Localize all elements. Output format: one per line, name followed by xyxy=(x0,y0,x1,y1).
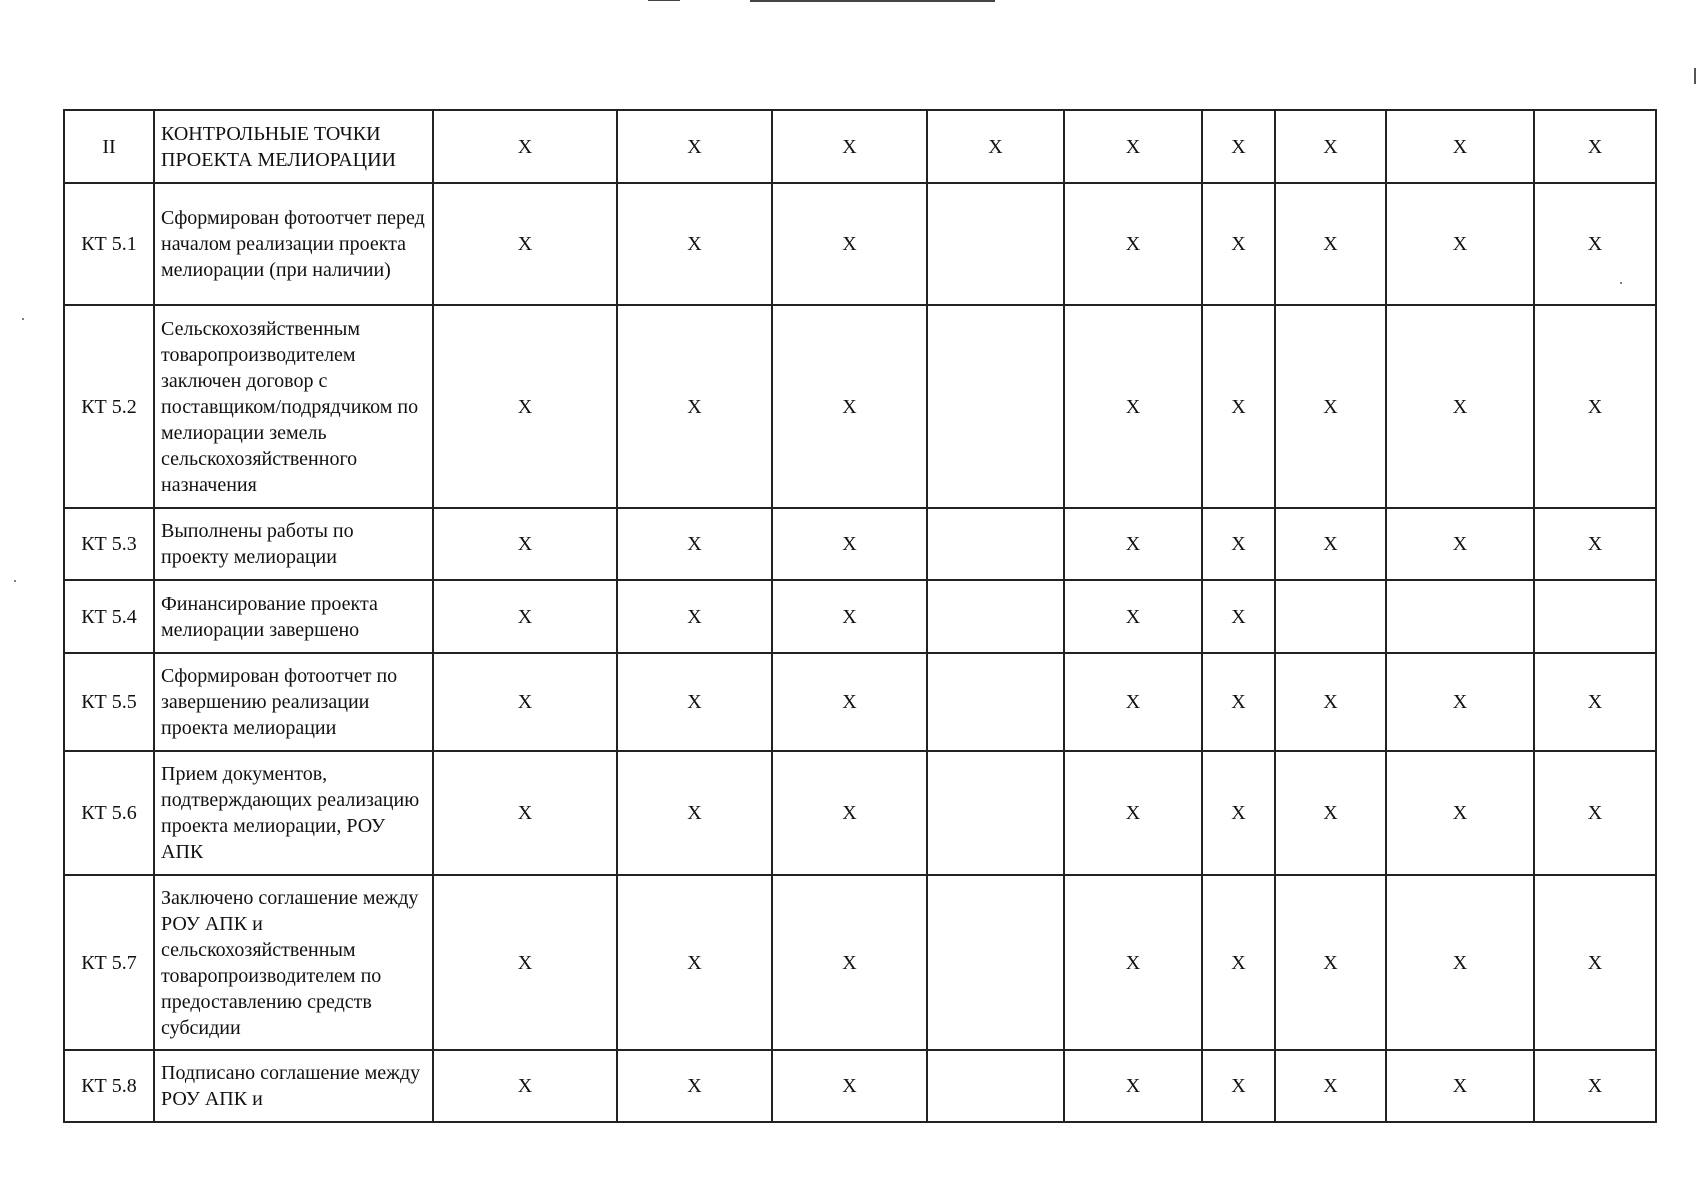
table-cell-mark: X xyxy=(1386,1050,1534,1122)
table-cell-mark: X xyxy=(1534,751,1656,875)
table-row xyxy=(64,305,1656,508)
control-point-code: КТ 5.4 xyxy=(64,580,154,653)
table-cell-mark: X xyxy=(1064,183,1202,305)
table-cell-mark: X xyxy=(1202,183,1275,305)
table-cell-mark: X xyxy=(433,751,617,875)
table-cell-mark xyxy=(927,508,1064,580)
table-cell-mark: X xyxy=(1202,110,1275,183)
table-cell-mark xyxy=(1275,580,1386,653)
scan-mark-right xyxy=(1694,68,1696,84)
table-cell-mark: X xyxy=(433,183,617,305)
control-point-code: КТ 5.1 xyxy=(64,183,154,305)
scan-mark-top xyxy=(750,0,995,2)
table-cell-mark: X xyxy=(1275,183,1386,305)
table-cell-mark: X xyxy=(1064,1050,1202,1122)
table-cell-mark: X xyxy=(617,751,772,875)
table-cell-mark: X xyxy=(617,875,772,1050)
table-cell-mark: X xyxy=(617,110,772,183)
control-point-description: Заключено соглашение между РОУ АПК и сельскохозяйственным товаропроизводителем по предоставлению средств субсидии xyxy=(154,875,433,1050)
table-cell-mark: X xyxy=(772,653,927,751)
table-cell-mark: X xyxy=(1064,508,1202,580)
table-cell-mark: X xyxy=(617,508,772,580)
table-cell-mark: X xyxy=(1202,580,1275,653)
table-cell-mark xyxy=(927,1050,1064,1122)
control-point-description: Сформирован фотоотчет по завершению реализации проекта мелиорации xyxy=(154,653,433,751)
table-cell-mark: X xyxy=(1386,751,1534,875)
table-row xyxy=(64,751,1656,875)
control-point-code: КТ 5.7 xyxy=(64,875,154,1050)
table-cell-mark: X xyxy=(433,580,617,653)
control-point-description: Финансирование проекта мелиорации завершено xyxy=(154,580,433,653)
table-cell-mark: X xyxy=(1534,110,1656,183)
table-cell-mark: X xyxy=(1275,1050,1386,1122)
scan-mark-top xyxy=(648,0,680,1)
table-cell-mark: X xyxy=(617,305,772,508)
table-cell-mark: X xyxy=(772,183,927,305)
table-cell-mark: X xyxy=(433,1050,617,1122)
table-cell-mark: X xyxy=(1534,305,1656,508)
table-row xyxy=(64,580,1656,653)
table-cell-mark: X xyxy=(1275,305,1386,508)
table-cell-mark: X xyxy=(617,183,772,305)
scan-speck xyxy=(22,318,24,320)
table-cell-mark: X xyxy=(1202,1050,1275,1122)
table-row xyxy=(64,653,1656,751)
table-cell-mark xyxy=(927,751,1064,875)
table-row xyxy=(64,183,1656,305)
table-cell-mark: X xyxy=(772,580,927,653)
table-cell-mark xyxy=(927,305,1064,508)
table-cell-mark: X xyxy=(927,110,1064,183)
table-cell-mark: X xyxy=(1202,751,1275,875)
table-row xyxy=(64,1050,1656,1122)
table-cell-mark: X xyxy=(1534,653,1656,751)
table-row xyxy=(64,508,1656,580)
table-cell-mark: X xyxy=(1275,875,1386,1050)
table-cell-mark: X xyxy=(1064,110,1202,183)
table-cell-mark: X xyxy=(1064,751,1202,875)
table-row xyxy=(64,110,1656,183)
table-cell-mark: X xyxy=(1064,875,1202,1050)
table-cell-mark: X xyxy=(433,508,617,580)
table-cell-mark: X xyxy=(433,653,617,751)
table-cell-mark: X xyxy=(1275,508,1386,580)
table-cell-mark: X xyxy=(1386,305,1534,508)
table-cell-mark xyxy=(927,653,1064,751)
table-cell-mark: X xyxy=(1386,110,1534,183)
table-cell-mark xyxy=(927,875,1064,1050)
control-point-code: КТ 5.8 xyxy=(64,1050,154,1122)
table-cell-mark: X xyxy=(1386,508,1534,580)
table-cell-mark xyxy=(1534,580,1656,653)
table-cell-mark: X xyxy=(1202,305,1275,508)
table-cell-mark: X xyxy=(772,1050,927,1122)
table-cell-mark: X xyxy=(1202,508,1275,580)
control-point-code: II xyxy=(64,110,154,183)
table-cell-mark: X xyxy=(617,653,772,751)
table-cell-mark: X xyxy=(1064,653,1202,751)
table-cell-mark: X xyxy=(772,305,927,508)
table-row xyxy=(64,875,1656,1050)
control-point-description: КОНТРОЛЬНЫЕ ТОЧКИ ПРОЕКТА МЕЛИОРАЦИИ xyxy=(154,110,433,183)
control-point-code: КТ 5.3 xyxy=(64,508,154,580)
scan-speck xyxy=(14,580,16,582)
table-cell-mark: X xyxy=(1202,875,1275,1050)
table-cell-mark: X xyxy=(1534,508,1656,580)
table-cell-mark: X xyxy=(1275,110,1386,183)
table-cell-mark: X xyxy=(1534,183,1656,305)
table-cell-mark: X xyxy=(1202,653,1275,751)
control-point-description: Выполнены работы по проекту мелиорации xyxy=(154,508,433,580)
control-points-table xyxy=(63,109,1657,1123)
control-point-code: КТ 5.6 xyxy=(64,751,154,875)
table-cell-mark: X xyxy=(1275,751,1386,875)
table-cell-mark: X xyxy=(1064,580,1202,653)
table-cell-mark: X xyxy=(772,875,927,1050)
table-cell-mark: X xyxy=(617,580,772,653)
control-point-description: Подписано соглашение между РОУ АПК и xyxy=(154,1050,433,1122)
control-point-description: Сформирован фотоотчет перед началом реализации проекта мелиорации (при наличии) xyxy=(154,183,433,305)
table-cell-mark xyxy=(1386,580,1534,653)
control-point-code: КТ 5.2 xyxy=(64,305,154,508)
table-cell-mark xyxy=(927,183,1064,305)
control-point-description: Прием документов, подтверждающих реализацию проекта мелиорации, РОУ АПК xyxy=(154,751,433,875)
table-cell-mark: X xyxy=(433,305,617,508)
control-point-description: Сельскохозяйственным товаропроизводителем заключен договор с поставщиком/подрядчиком по мелиорации земель сельскохозяйственного назначения xyxy=(154,305,433,508)
table-cell-mark: X xyxy=(433,110,617,183)
table-cell-mark: X xyxy=(772,508,927,580)
table-cell-mark: X xyxy=(1386,653,1534,751)
table-cell-mark: X xyxy=(1064,305,1202,508)
table-cell-mark: X xyxy=(617,1050,772,1122)
table-cell-mark: X xyxy=(772,110,927,183)
table-cell-mark: X xyxy=(1534,875,1656,1050)
table-cell-mark: X xyxy=(1275,653,1386,751)
table-cell-mark: X xyxy=(1534,1050,1656,1122)
table-cell-mark: X xyxy=(433,875,617,1050)
table-cell-mark: X xyxy=(772,751,927,875)
table-cell-mark xyxy=(927,580,1064,653)
control-point-code: КТ 5.5 xyxy=(64,653,154,751)
table-cell-mark: X xyxy=(1386,875,1534,1050)
table-body xyxy=(64,110,1656,1122)
table-cell-mark: X xyxy=(1386,183,1534,305)
